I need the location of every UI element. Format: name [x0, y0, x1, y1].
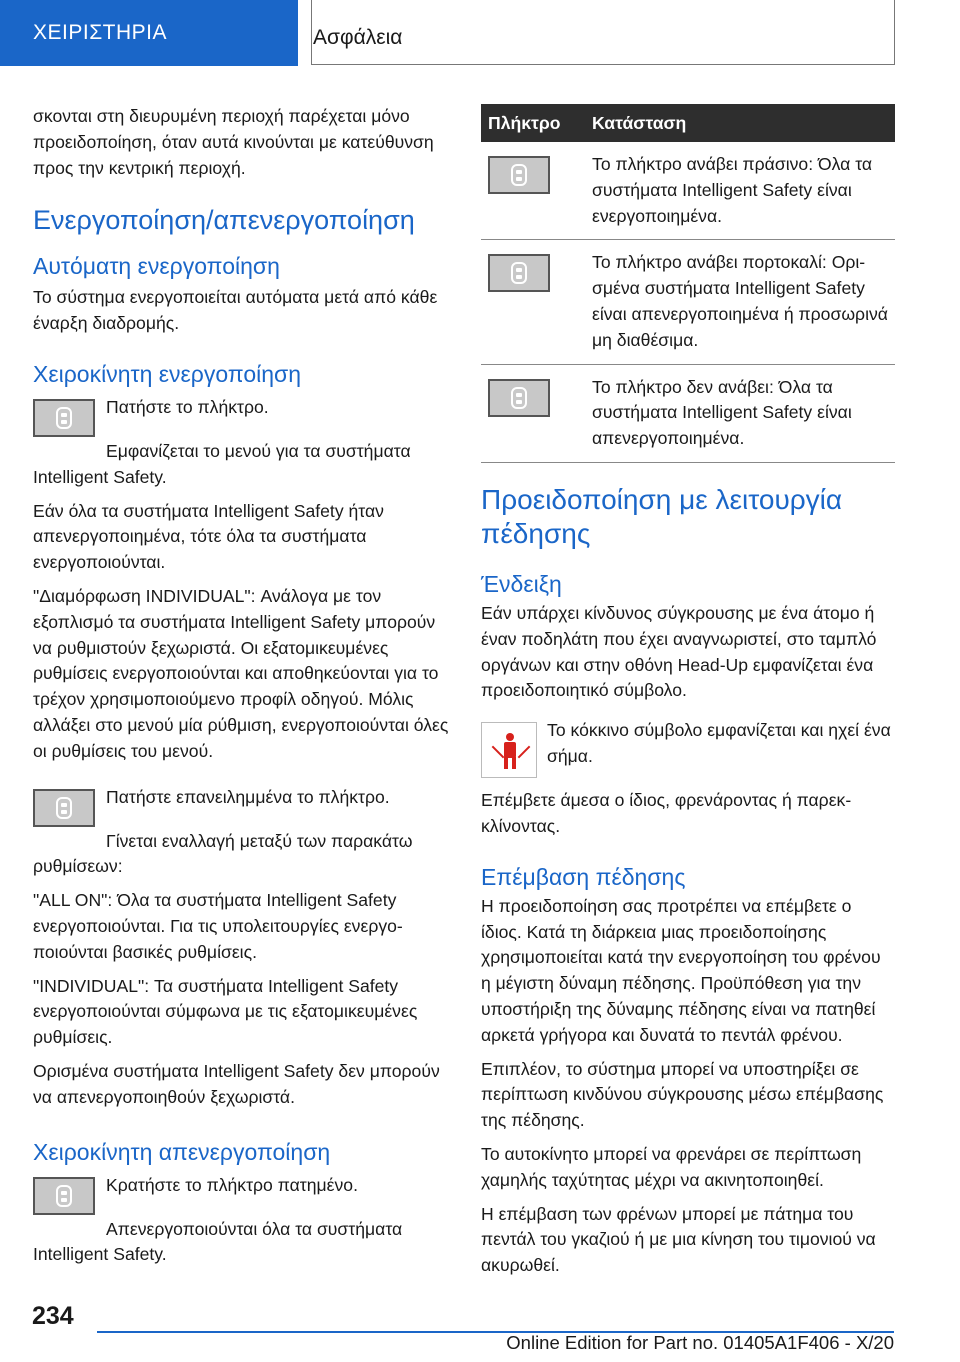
intelligent-safety-button [33, 1177, 95, 1215]
safety-button-icon [56, 407, 72, 429]
heading-indication: Ένδειξη [481, 570, 562, 597]
brake-intervention-paragraph: Επιπλέον, το σύστημα μπορεί να υποστηρίξει σε περίπτωση κινδύνου σύγκρουσης μέσω επέμβασης της πέδησης. [481, 1058, 884, 1131]
edition-footer: Online Edition for Part no. 01405A1F406 - X/20 [506, 1332, 894, 1353]
button-state-table [481, 104, 895, 463]
header-right-border [894, 0, 895, 64]
intro-paragraph: σκονται στη διευρυμένη περιοχή παρέχεται μόνο προειδοποίηση, όταν αυτά κινούνται με κατεύθυνση προς την κεντρική περιοχή. [33, 106, 434, 178]
pedestrian-warning-icon [481, 722, 537, 778]
heading-manual-deactivation: Χειροκίνητη απενεργοποίηση [33, 1138, 331, 1165]
chapter-tab-label: ΧΕΙΡΙΣΤΗΡΙΑ [33, 21, 168, 44]
table-cell-state: Το πλήκτρο ανάβει πορτοκαλί: Ορισμένα συστήματα Intelligent Safety είναι απενεργοποιημένα ή προσωρινά μη διαθέσιμα. [592, 240, 895, 364]
all-deactivated-text: Απενεργοποιούνται όλα τα συστήματα Intelligent Safety. [33, 1218, 403, 1265]
hold-button-text: Κρατήστε το πλήκτρο πατημένο. [106, 1174, 358, 1195]
safety-button-icon [56, 1185, 72, 1207]
table-row [481, 142, 895, 240]
red-symbol-text: Το κόκκινο σύμβολο εμφανίζεται και ηχεί ένα σήμα. [547, 720, 891, 766]
press-button-text: Πατήστε το πλήκτρο. [106, 396, 269, 417]
right-column [481, 104, 895, 1279]
press-repeatedly-text: Πατήστε επανειλημμένα το πλήκτρο. [106, 786, 390, 807]
button-green-state-icon [488, 156, 550, 194]
indication-text: Εάν υπάρχει κίνδυνος σύγκρουσης με ένα άτομο ή έναν ποδηλάτη που έχει αναγνωριστεί, στο ταμπλό οργάνων και στην οθόνη Head-Up εμφανίζεται ένα προειδοποιητικό σύμβολο. [481, 602, 877, 701]
intelligent-safety-button [33, 789, 95, 827]
header-divider [311, 0, 312, 64]
heading-manual-activation: Χειροκίνητη ενεργοποίηση [33, 360, 302, 387]
intelligent-safety-button [33, 399, 95, 437]
header-underline [311, 64, 895, 65]
auto-activation-text: Το σύστημα ενεργοποιείται αυτόματα μετά από κάθε έναρξη διαδρομής. [33, 287, 438, 334]
some-systems-text: Ορισμένα συστήματα Intelligent Safety δεν μπορούν να απενεργοποιηθούν ξεχωριστά. [33, 1060, 440, 1107]
column-header-state: Κατάσταση [592, 104, 895, 142]
menu-appears-text: Εμφανίζεται το μενού για τα συστήματα Intelligent Safety. [33, 440, 411, 487]
button-off-state-icon [488, 379, 550, 417]
all-off-text: Εάν όλα τα συστήματα Intelligent Safety ήταν απενεργοποιημένα, τότε όλα τα συστήματα ενεργοποιούνται. [33, 500, 384, 573]
brake-intervention-paragraph: Η προειδοποίηση σας προτρέπει να επέμβετε ο ίδιος. Κατά τη διάρκεια μιας προειδοποίησης χρησιμοποιείται κατά την ενεργοποίηση του φρένου η μέγιστη δύναμη πέδησης. Προϋπόθεση για την υποστήριξη της δύναμης πέδησης είναι να πατηθεί αρκετά γρήγορα και δυνατά το πεντάλ φρένου. [481, 895, 881, 1045]
column-header-key: Πλήκτρο [481, 104, 592, 142]
safety-button-icon [511, 164, 527, 186]
red-symbol-row [481, 718, 895, 778]
left-column [33, 104, 449, 1268]
table-row [481, 364, 895, 462]
heading-brake-intervention: Επέμβαση πέδησης [481, 863, 686, 890]
section-title: Ασφάλεια [313, 26, 403, 49]
brake-intervention-paragraph: Η επέμβαση των φρένων μπορεί με πάτημα του πεντάλ του γκαζιού ή με μια κίνηση του τιμονιού να ακυρωθεί. [481, 1203, 876, 1276]
all-on-text: "ALL ON": Όλα τα συστήματα Intelligent Safety ενεργοποιούνται. Για τις υπολειτουργίες ενεργοποιούνται βασικές ρυθμίσεις. [33, 890, 403, 962]
safety-button-icon [56, 797, 72, 819]
table-header-row [481, 104, 895, 142]
brake-intervention-paragraph: Το αυτοκίνητο μπορεί να φρενάρει σε περίπτωση χαμηλής ταχύτητας μέχρι να ακινητοποιηθεί. [481, 1143, 862, 1190]
intervene-text: Επέμβετε άμεσα ο ίδιος, φρενάροντας ή παρεκκλίνοντας. [481, 790, 852, 836]
chapter-tab[interactable] [0, 0, 298, 66]
safety-button-icon [511, 262, 527, 284]
safety-button-icon [511, 387, 527, 409]
heading-auto-activation: Αυτόματη ενεργοποίηση [33, 253, 280, 280]
press-button-step [33, 395, 449, 435]
heading-activation: Ενεργοποίηση/απενεργοποίηση [33, 205, 415, 236]
table-cell-state: Το πλήκτρο δεν ανάβει: Όλα τα συστήματα Intelligent Safety είναι απενεργοποιημένα. [592, 364, 895, 462]
individual-config-text: "Διαμόρφωση INDIVIDUAL": Ανάλογα με τον εξοπλισμό τα συστήματα Intelligent Safety μπορούν να ρυθμιστούν ξεχωριστά. Οι εξατομικευμένες ρυθμίσεις ενεργοποιούνται και αποθηκεύονται για το τρέχον χρησιμοποιούμενο προφίλ οδηγού. Μόλις αλλάξει στο μενού μία ρύθμιση, ενεργοποιούνται όλες οι ρυθμίσεις του μενού. [33, 585, 449, 761]
individual-text: "INDIVIDUAL": Τα συστήματα Intelligent Safety ενεργοποιούνται σύμφωνα με τις εξατομικευμένες ρυθμίσεις. [33, 975, 418, 1048]
page-number: 234 [32, 1302, 74, 1330]
press-repeatedly-step [33, 785, 449, 825]
table-cell-state: Το πλήκτρο ανάβει πράσινο: Όλα τα συστήματα Intelligent Safety είναι ενεργοποιημένα. [592, 142, 895, 240]
table-row [481, 240, 895, 364]
button-orange-state-icon [488, 254, 550, 292]
toggle-settings-text: Γίνεται εναλλαγή μεταξύ των παρακάτω ρυθμίσεων: [33, 830, 413, 877]
hold-button-step [33, 1173, 449, 1213]
heading-brake-warning: Προειδοποίηση με λειτουργία πέδησης [481, 483, 843, 549]
